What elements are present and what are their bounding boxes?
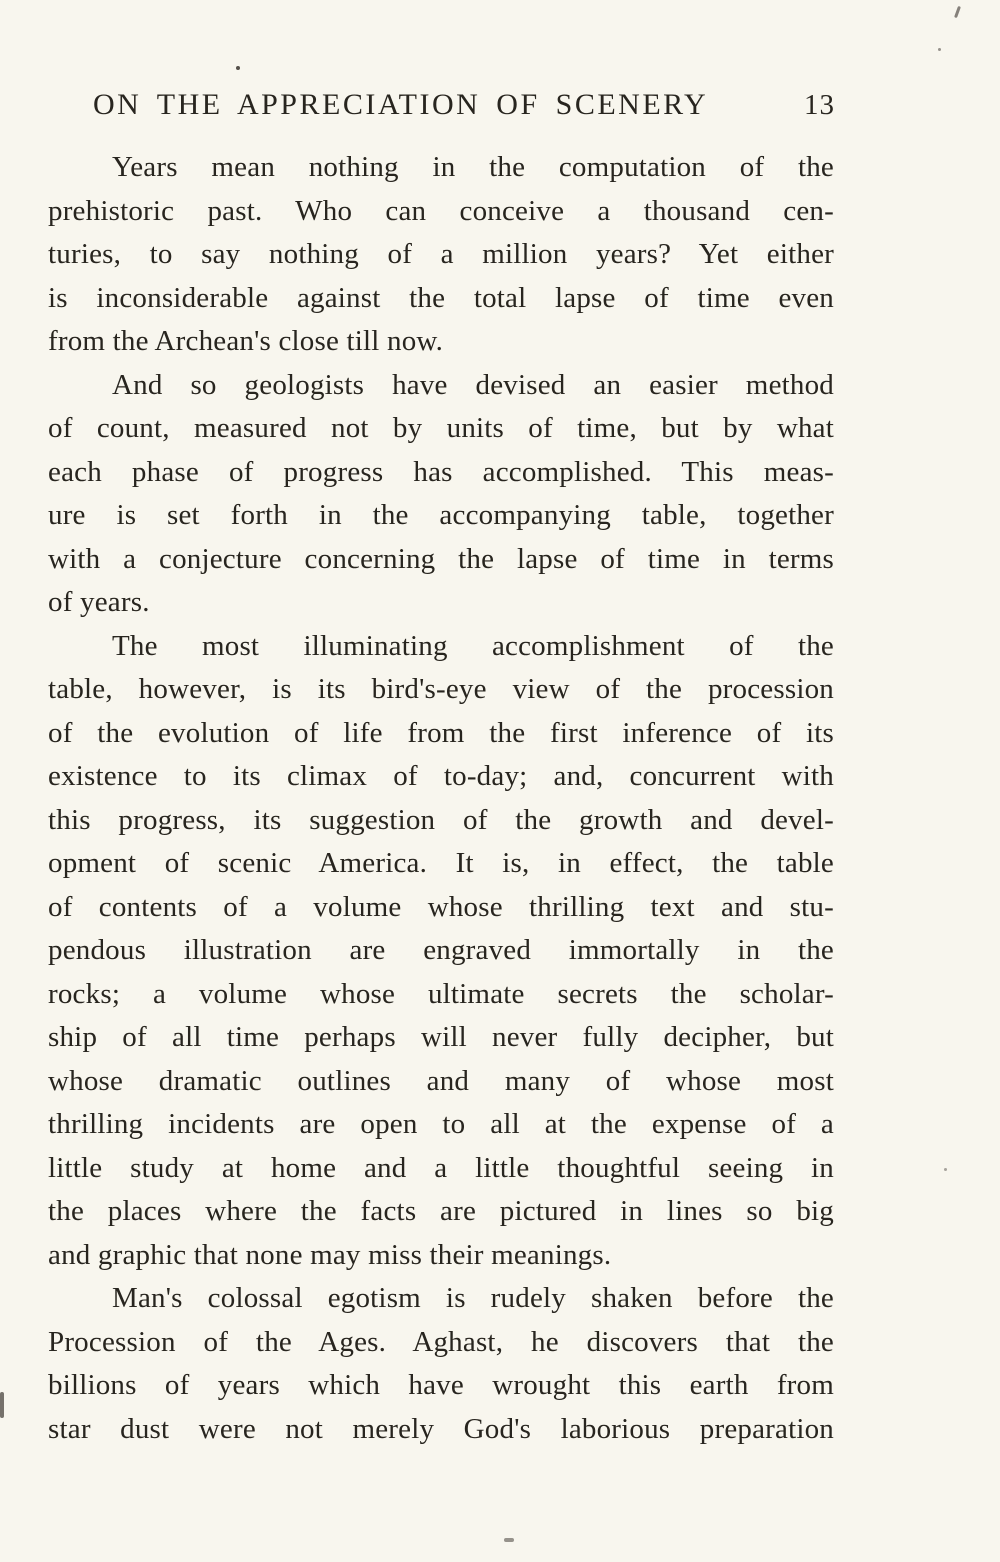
text-line: of years.: [48, 586, 150, 618]
text-line: turies, to say nothing of a million years? Yet either: [48, 238, 834, 270]
text-line: Years mean nothing in the computation of the: [112, 151, 834, 183]
text-line: prehistoric past. Who can conceive a thousand cen-: [48, 194, 834, 227]
scan-artifact: [954, 6, 961, 18]
text-line: Procession of the Ages. Aghast, he discovers that the: [48, 1325, 834, 1358]
text-line: billions of years which have wrought this earth from: [48, 1369, 834, 1401]
text-line: this progress, its suggestion of the growth and devel-: [48, 803, 834, 836]
text-line: And so geologists have devised an easier method: [112, 368, 834, 401]
chapter-title: ON THE APPRECIATION OF SCENERY: [93, 88, 709, 121]
text-line: table, however, is its bird's-eye view of the procession: [48, 673, 834, 705]
text-line: The most illuminating accomplishment of the: [112, 629, 834, 662]
text-line: ship of all time perhaps will never fully decipher, but: [48, 1021, 834, 1053]
paragraph: [48, 364, 834, 625]
scan-artifact: [0, 1392, 4, 1418]
paragraph: [48, 1277, 834, 1451]
text-line: opment of scenic America. It is, in effect, the table: [48, 847, 834, 879]
text-line: the places where the facts are pictured in lines so big: [48, 1195, 834, 1227]
scan-artifact: [504, 1538, 514, 1542]
text-line: whose dramatic outlines and many of whose most: [48, 1064, 834, 1097]
text-line: with a conjecture concerning the lapse of time in terms: [48, 542, 834, 575]
text-line: pendous illustration are engraved immortally in the: [48, 934, 834, 966]
text-line: little study at home and a little thoughtful seeing in: [48, 1151, 834, 1184]
scan-artifact: [236, 66, 240, 70]
text-line: each phase of progress has accomplished. This meas-: [48, 455, 834, 488]
text-line: Man's colossal egotism is rudely shaken before the: [112, 1282, 834, 1314]
text-line: ure is set forth in the accompanying table, together: [48, 499, 834, 531]
page-number: 13: [804, 89, 835, 121]
text-line: existence to its climax of to-day; and, concurrent with: [48, 760, 834, 792]
text-line: of contents of a volume whose thrilling text and stu-: [48, 890, 834, 923]
text-line: of count, measured not by units of time, but by what: [48, 412, 834, 444]
text-line: thrilling incidents are open to all at the expense of a: [48, 1108, 834, 1140]
text-line: of the evolution of life from the first inference of its: [48, 716, 834, 749]
scan-artifact: [944, 1168, 947, 1171]
paragraph: [48, 146, 834, 364]
page-text: [48, 146, 834, 1451]
text-line: from the Archean's close till now.: [48, 325, 444, 357]
text-line: is inconsiderable against the total lapse of time even: [48, 281, 834, 314]
running-header: [93, 88, 835, 122]
text-line: rocks; a volume whose ultimate secrets the scholar-: [48, 977, 834, 1010]
text-line: star dust were not merely God's laborious preparation: [48, 1412, 834, 1445]
paragraph: [48, 625, 834, 1278]
text-line: and graphic that none may miss their meanings.: [48, 1238, 612, 1271]
scan-artifact: [938, 48, 941, 51]
